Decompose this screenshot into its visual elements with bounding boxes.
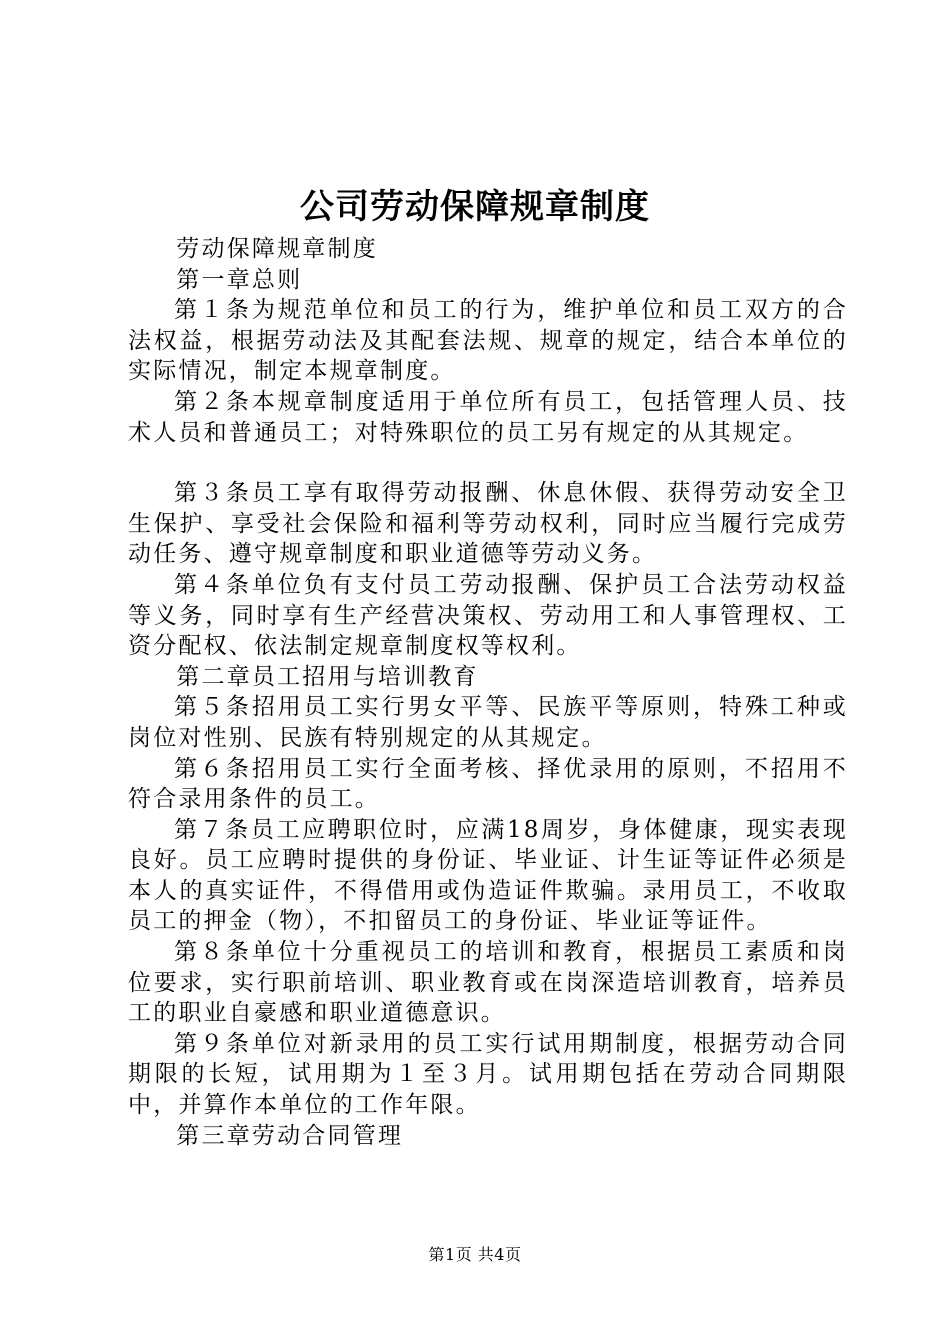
document-body — [128, 234, 848, 1151]
chapter-heading-3: 第三章劳动合同管理 — [176, 1122, 404, 1149]
article-3: 第３条员工享有取得劳动报酬、休息休假、获得劳动安全卫生保护、享受社会保险和福利等劳动权利，同时应当履行完成劳动任务、遵守规章制度和职业道德等劳动义务。 — [128, 480, 848, 568]
article-8: 第８条单位十分重视员工的培训和教育，根据员工素质和岗位要求，实行职前培训、职业教育或在岗深造培训教育，培养员工的职业自豪感和职业道德意识。 — [128, 939, 848, 1027]
subtitle-paragraph: 劳动保障规章制度 — [176, 236, 378, 262]
article-4: 第４条单位负有支付员工劳动报酬、保护员工合法劳动权益等义务，同时享有生产经营决策权、劳动用工和人事管理权、工资分配权、依法制定规章制度权等权利。 — [128, 571, 848, 660]
article-2: 第２条本规章制度适用于单位所有员工，包括管理人员、技术人员和普通员工；对特殊职位的员工另有规定的从其规定。 — [128, 388, 848, 446]
article-5: 第５条招用员工实行男女平等、民族平等原则，特殊工种或岗位对性别、民族有特别规定的从其规定。 — [128, 694, 848, 751]
article-6: 第６条招用员工实行全面考核、择优录用的原则，不招用不符合录用条件的员工。 — [128, 755, 848, 813]
chapter-heading-2: 第二章员工招用与培训教育 — [176, 663, 479, 690]
page-footer — [0, 1244, 950, 1266]
article-7: 第７条员工应聘职位时，应满18周岁，身体健康，现实表现良好。员工应聘时提供的身份证、毕业证、计生证等证件必须是本人的真实证件，不得借用或伪造证件欺骗。录用员工，不收取员工的押金（物），不扣留员工的身份证、毕业证等证件。 — [128, 816, 848, 935]
article-9: 第９条单位对新录用的员工实行试用期制度，根据劳动合同期限的长短，试用期为１至３月。试用期包括在劳动合同期限中，并算作本单位的工作年限。 — [128, 1030, 848, 1119]
page-indicator: 第1页 共4页 — [428, 1245, 522, 1264]
document-title: 公司劳动保障规章制度 — [300, 187, 650, 227]
chapter-heading-1: 第一章总则 — [176, 266, 303, 293]
article-1: 第１条为规范单位和员工的行为，维护单位和员工双方的合法权益，根据劳动法及其配套法规、规章的规定，结合本单位的实际情况，制定本规章制度。 — [128, 297, 848, 385]
